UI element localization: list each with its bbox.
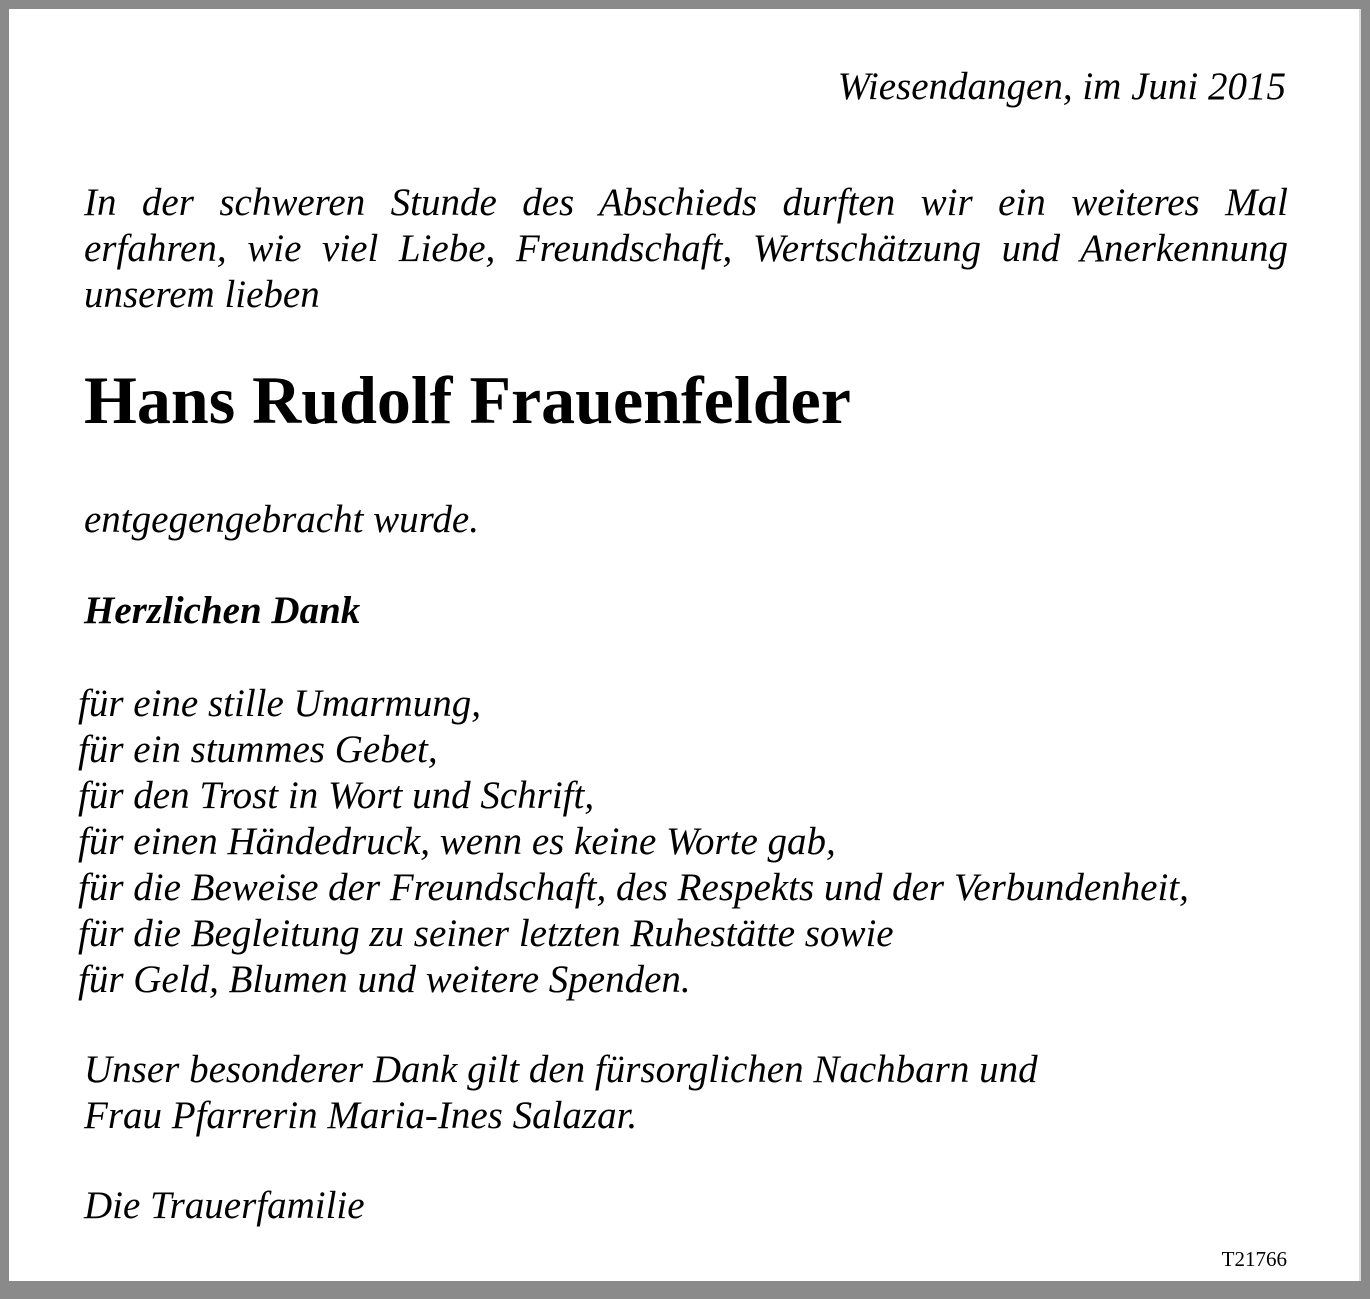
after-name-text: entgegengebracht wurde. (84, 498, 479, 541)
intro-line-2: erfahren, wie viel Liebe, Freundschaft, Wertschätzung und Anerkennung (84, 227, 1288, 270)
intro-paragraph (84, 180, 1288, 318)
list-item: für den Trost in Wort und Schrift, (78, 774, 595, 817)
list-item: für Geld, Blumen und weitere Spenden. (78, 958, 691, 1001)
list-item: für die Beweise der Freundschaft, des Respekts und der Verbundenheit, (78, 866, 1189, 909)
deceased-name: Hans Rudolf Frauenfelder (84, 362, 851, 438)
thanks-heading: Herzlichen Dank (84, 589, 361, 632)
list-item: für ein stummes Gebet, (78, 728, 438, 771)
signature: Die Trauerfamilie (84, 1184, 365, 1227)
list-item: für eine stille Umarmung, (78, 682, 481, 725)
list-item: für die Begleitung zu seiner letzten Ruhestätte sowie (78, 912, 894, 955)
special-thanks-line-1: Unser besonderer Dank gilt den fürsorglichen Nachbarn und (84, 1048, 1038, 1091)
special-thanks-line-2: Frau Pfarrerin Maria-Ines Salazar. (84, 1094, 638, 1137)
dateline: Wiesendangen, im Juni 2015 (837, 65, 1286, 108)
intro-line-3: unserem lieben (84, 273, 320, 316)
reference-code: T21766 (1221, 1247, 1287, 1271)
special-thanks (84, 1047, 1038, 1139)
thanks-list (78, 681, 1189, 1003)
list-item: für einen Händedruck, wenn es keine Worte gab, (78, 820, 836, 863)
intro-line-1: In der schweren Stunde des Abschieds durften wir ein weiteres Mal (84, 181, 1288, 224)
